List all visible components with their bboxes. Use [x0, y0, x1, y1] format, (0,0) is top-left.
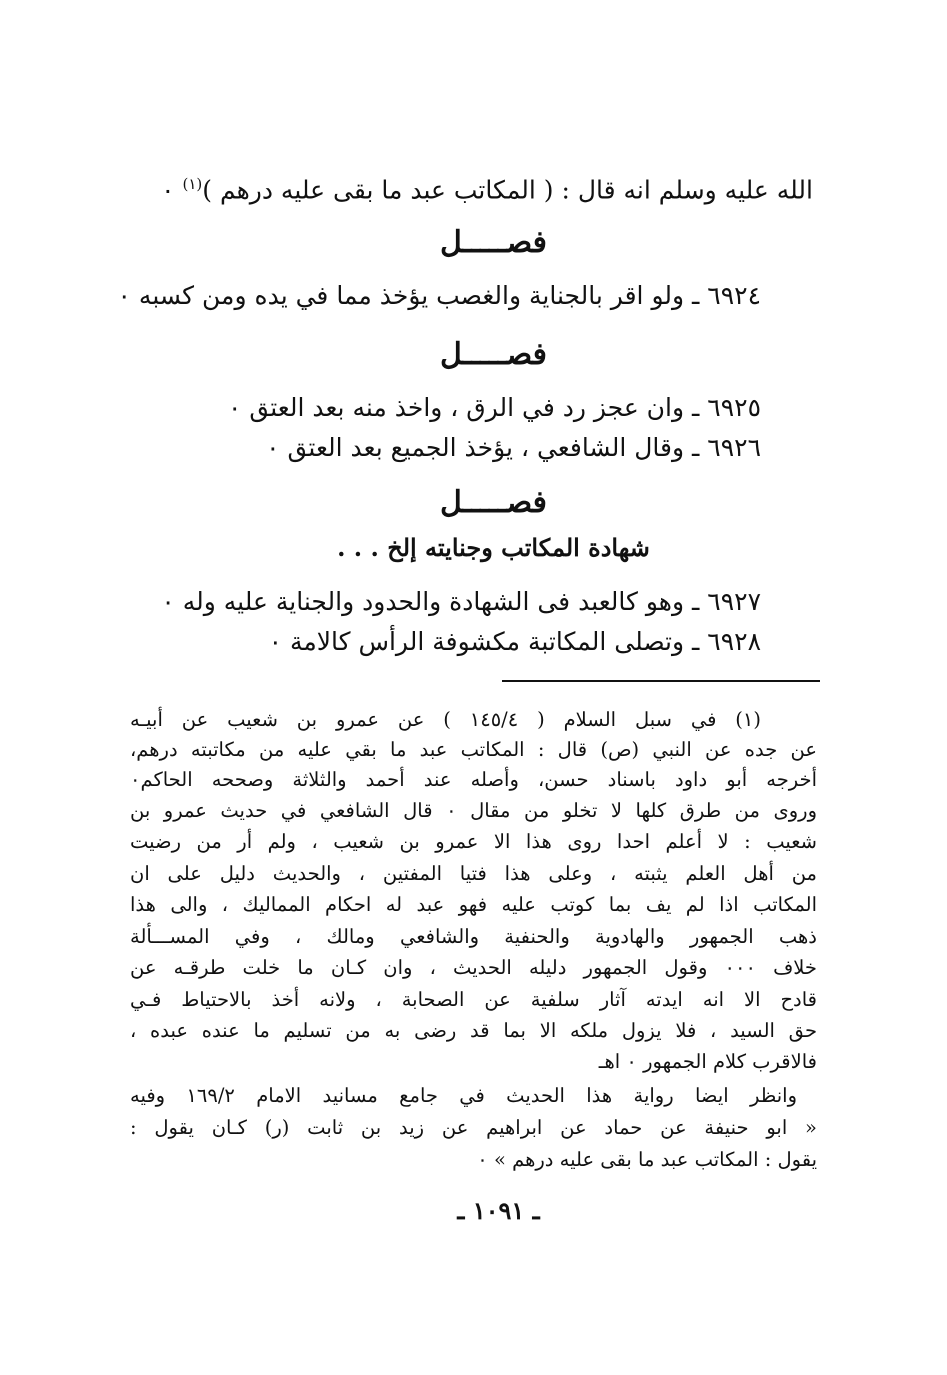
hadith-end: ٠: [161, 175, 183, 205]
footnote-line: (١) في سبل السلام ( ١٤٥/٤ ) عن عمرو بن شعيب عن أبيـه: [130, 708, 761, 731]
footnote-line: خلاف ٠٠٠ وقول الجمهور دليله الحديث ، وان كـان ما خلت طرقـه عن: [130, 956, 817, 979]
footnote-line: حق السيد ، فلا يزول ملكه الا بما قد رضى به من تسليم ما عنده عبده ،: [130, 1019, 817, 1042]
footnote-line: المكاتب اذا لم يف بما كوتب عليه فهو عبد له احكام المماليك ، والى هذا: [130, 893, 817, 916]
item-6927: ٦٩٢٧ ـ وهو كالعبد فى الشهادة والحدود والجناية عليه وله ٠: [161, 587, 761, 616]
footnote-line: قادح الا انه ايدته آثار سلفية عن الصحابة ، ولانه أخذ بالاحتياط فـي: [130, 988, 817, 1011]
item-6924: ٦٩٢٤ ـ ولو اقر بالجناية والغصب يؤخذ مما في يده ومن كسبه ٠: [117, 281, 761, 310]
footnote-line: فالاقرب كلام الجمهور ٠ اهـ: [598, 1050, 817, 1073]
footnote-line: أخرجه أبو داود باسناد حسن، وأصله عند أحمد والثلاثة وصححه الحاكم٠: [130, 768, 817, 791]
hadith-text: الله عليه وسلم انه قال : ( المكاتب عبد ما بقى عليه درهم ): [202, 175, 813, 205]
item-6925: ٦٩٢٥ ـ وان عجز رد في الرق ، واخذ منه بعد العتق ٠: [228, 393, 761, 422]
section-heading-2: فصـــــل: [439, 337, 548, 372]
item-6928: ٦٩٢٨ ـ وتصلى المكاتبة مكشوفة الرأس كالامة ٠: [268, 627, 761, 656]
footnote-line: يقول : المكاتب عبد ما بقى عليه درهم » ٠: [477, 1148, 817, 1171]
footnote-line: ذهب الجمهور والهادوية والحنفية والشافعي ومالك ، وفي المســـألة: [130, 925, 817, 948]
footnote-divider: [502, 680, 820, 682]
chapter-subheading: شهادة المكاتب وجنايته إلخ . . .: [337, 533, 650, 562]
footnote-line: وانظر ايضا رواية هذا الحديث في جامع مسانيد الامام ١٦٩/٢ وفيه: [130, 1084, 797, 1107]
page-number: ـ ١٠٩١ ـ: [457, 1196, 540, 1225]
footnote-line: « ابو حنيفة عن حماد عن ابراهيم عن زيد بن ثابت (ر) كـان يقول :: [130, 1116, 817, 1139]
footnote-line: وروى من طرق كلها لا تخلو من مقال ٠ قال الشافعي في حديث عمرو بن: [130, 799, 817, 822]
footnote-marker: (١): [182, 175, 203, 193]
item-6926: ٦٩٢٦ ـ وقال الشافعي ، يؤخذ الجميع بعد العتق ٠: [266, 433, 761, 462]
footnote-line: شعيب : لا أعلم احدا روى هذا الا عمرو بن شعيب ، ولم أر من رضيت: [130, 830, 817, 853]
footnote-line: عن جده عن النبي (ص) قال : المكاتب عبد ما بقي عليه من مكاتبته درهم،: [130, 738, 817, 761]
hadith-line: [161, 168, 813, 206]
section-heading-3: فصـــــل: [439, 485, 548, 520]
footnote-line: من أهل العلم يثبته ، وعلى هذا فتيا المفتين ، والحديث دليل على ان: [130, 862, 817, 885]
section-heading-1: فصـــــل: [439, 225, 548, 260]
